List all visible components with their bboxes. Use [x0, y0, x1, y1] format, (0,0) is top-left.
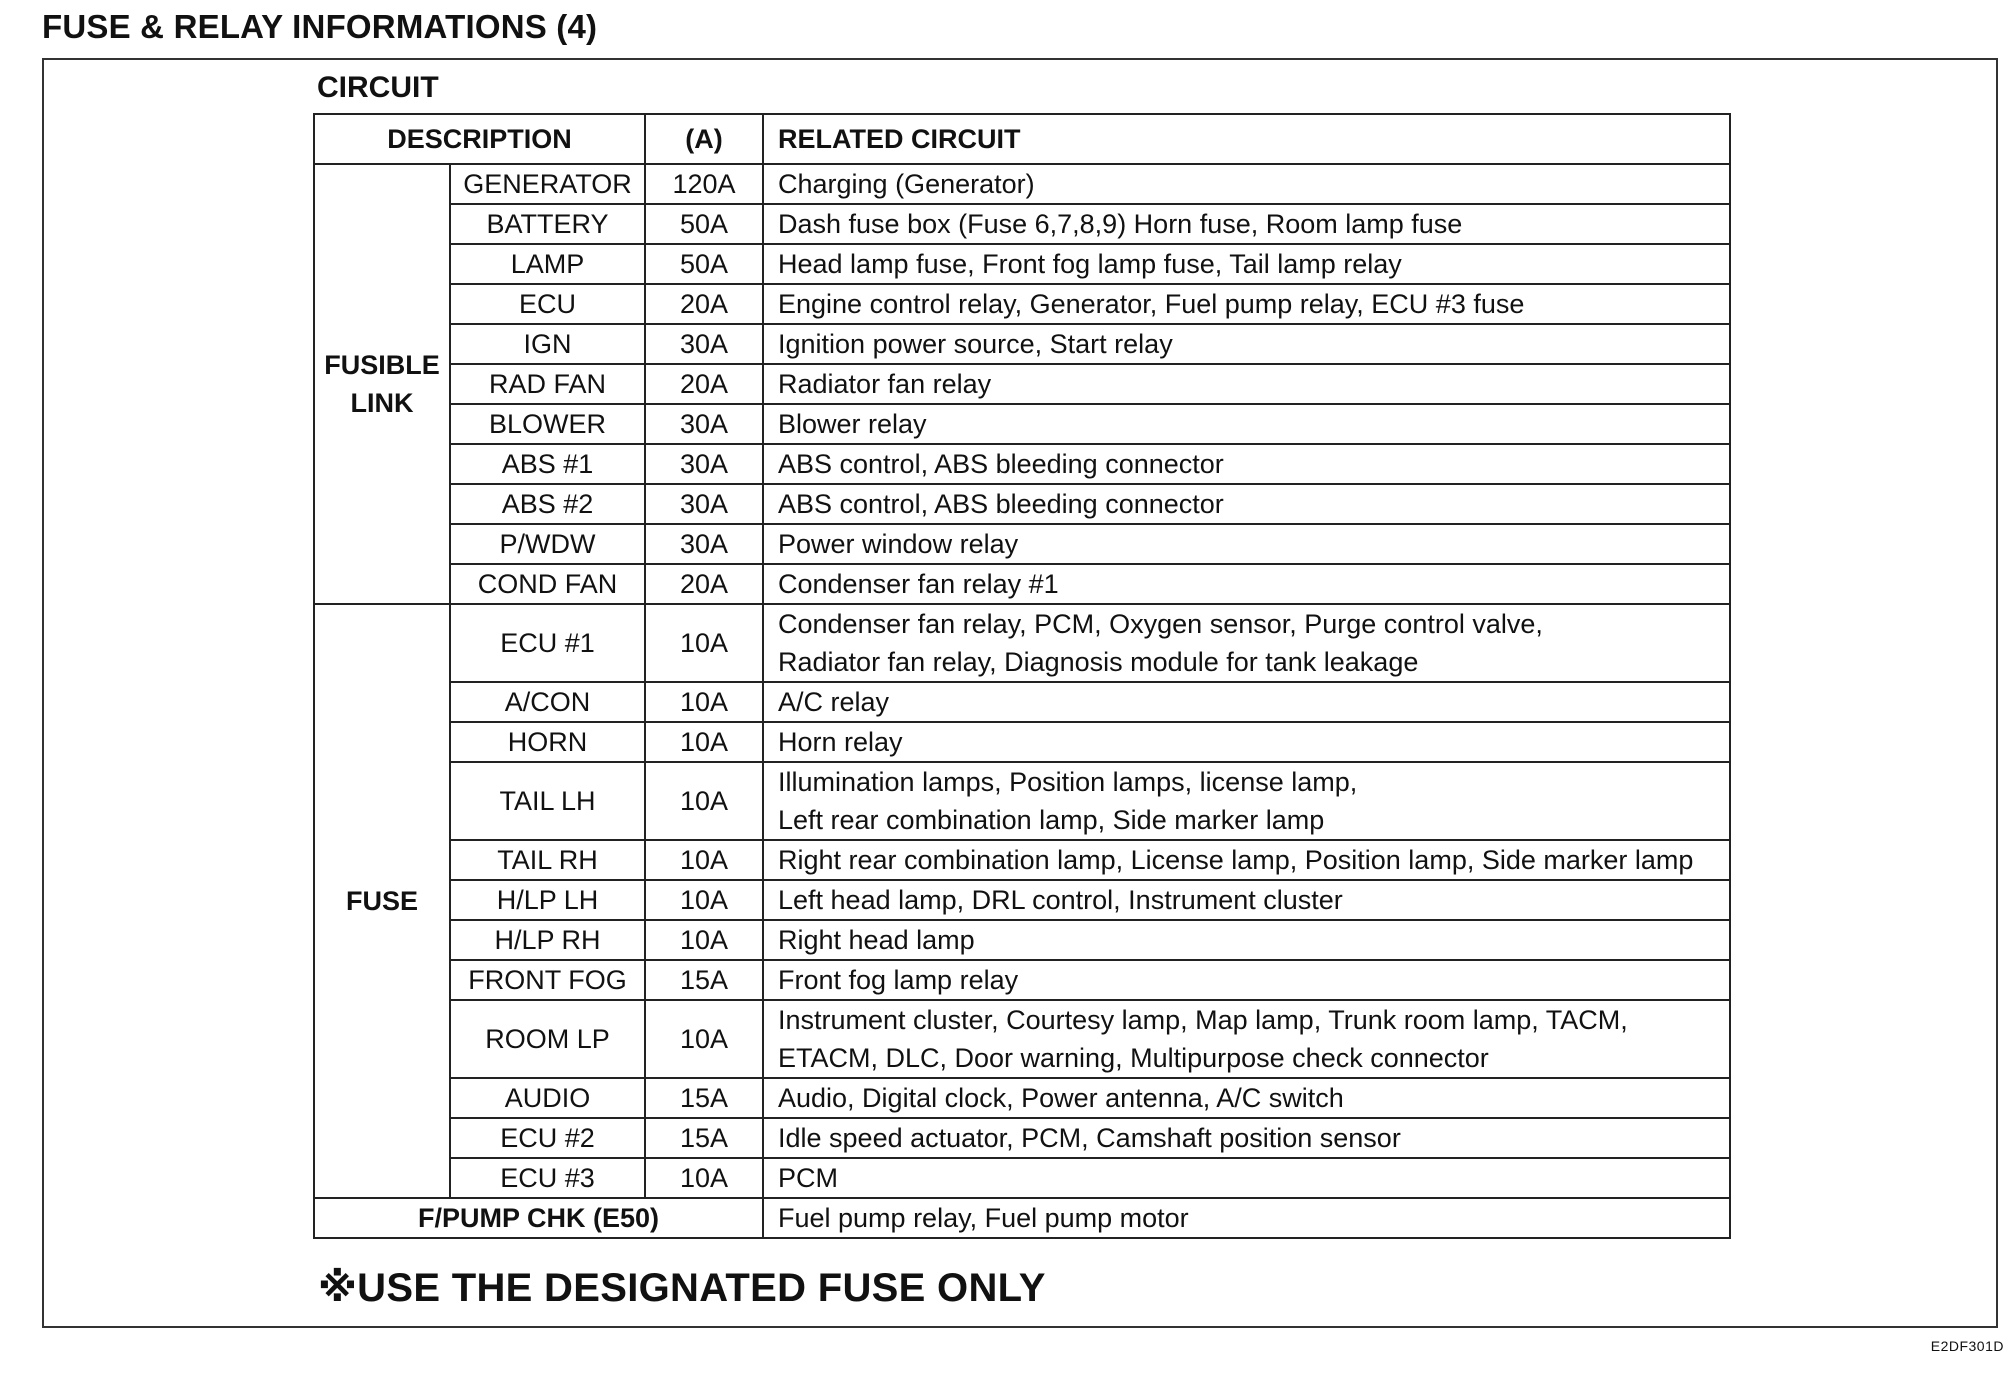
item-circuit: Front fog lamp relay — [763, 960, 1730, 1000]
item-circuit-line: Left rear combination lamp, Side marker lamp — [778, 805, 1325, 835]
item-circuit: Right rear combination lamp, License lamp, Position lamp, Side marker lamp — [763, 840, 1730, 880]
item-ampere: 15A — [645, 960, 763, 1000]
table-row — [314, 564, 1730, 604]
item-ampere: 10A — [645, 722, 763, 762]
item-name: H/LP LH — [450, 880, 645, 920]
item-circuit-line: Radiator fan relay, Diagnosis module for tank leakage — [778, 647, 1419, 677]
table-row — [314, 164, 1730, 204]
item-name: ECU #2 — [450, 1118, 645, 1158]
item-circuit: Audio, Digital clock, Power antenna, A/C switch — [763, 1078, 1730, 1118]
table-row — [314, 1000, 1730, 1078]
table-row — [314, 604, 1730, 682]
item-name: RAD FAN — [450, 364, 645, 404]
table-row — [314, 444, 1730, 484]
group-label-line: FUSIBLE — [324, 350, 440, 380]
table-row — [314, 960, 1730, 1000]
item-ampere: 30A — [645, 404, 763, 444]
item-ampere: 10A — [645, 840, 763, 880]
table-row — [314, 1118, 1730, 1158]
item-circuit: Power window relay — [763, 524, 1730, 564]
item-name: FRONT FOG — [450, 960, 645, 1000]
item-ampere: 120A — [645, 164, 763, 204]
item-circuit — [763, 762, 1730, 840]
table-row — [314, 880, 1730, 920]
item-circuit: PCM — [763, 1158, 1730, 1198]
table-row — [314, 324, 1730, 364]
table-row — [314, 244, 1730, 284]
table-row — [314, 284, 1730, 324]
fuse-relay-table — [313, 113, 1731, 1239]
item-name: BATTERY — [450, 204, 645, 244]
item-name: ABS #1 — [450, 444, 645, 484]
item-ampere: 30A — [645, 444, 763, 484]
item-circuit: Head lamp fuse, Front fog lamp fuse, Tail lamp relay — [763, 244, 1730, 284]
item-circuit: Idle speed actuator, PCM, Camshaft position sensor — [763, 1118, 1730, 1158]
item-ampere: 50A — [645, 244, 763, 284]
item-name: LAMP — [450, 244, 645, 284]
item-ampere: 10A — [645, 880, 763, 920]
designated-fuse-note: ※USE THE DESIGNATED FUSE ONLY — [318, 1266, 1046, 1310]
item-name: H/LP RH — [450, 920, 645, 960]
item-circuit: ABS control, ABS bleeding connector — [763, 444, 1730, 484]
group-label-fuse: FUSE — [314, 604, 450, 1198]
item-ampere: 10A — [645, 604, 763, 682]
item-circuit: Fuel pump relay, Fuel pump motor — [763, 1198, 1730, 1238]
item-ampere: 30A — [645, 524, 763, 564]
item-name: BLOWER — [450, 404, 645, 444]
table-header-row — [314, 114, 1730, 164]
item-circuit: Condenser fan relay #1 — [763, 564, 1730, 604]
group-label-line: LINK — [350, 388, 414, 418]
page-title: FUSE & RELAY INFORMATIONS (4) — [42, 8, 598, 45]
table-row — [314, 682, 1730, 722]
item-name: ROOM LP — [450, 1000, 645, 1078]
item-ampere: 10A — [645, 682, 763, 722]
item-circuit: Radiator fan relay — [763, 364, 1730, 404]
item-name: AUDIO — [450, 1078, 645, 1118]
table-row — [314, 840, 1730, 880]
header-ampere: (A) — [645, 114, 763, 164]
item-ampere: 30A — [645, 484, 763, 524]
item-circuit: Charging (Generator) — [763, 164, 1730, 204]
item-ampere: 20A — [645, 564, 763, 604]
table-row — [314, 762, 1730, 840]
item-ampere: 10A — [645, 1000, 763, 1078]
table-row — [314, 524, 1730, 564]
table-row — [314, 1078, 1730, 1118]
item-circuit: Blower relay — [763, 404, 1730, 444]
item-ampere: 10A — [645, 1158, 763, 1198]
item-ampere: 20A — [645, 284, 763, 324]
item-circuit: Right head lamp — [763, 920, 1730, 960]
item-circuit-line: Condenser fan relay, PCM, Oxygen sensor, Purge control valve, — [778, 609, 1543, 639]
item-circuit: Left head lamp, DRL control, Instrument cluster — [763, 880, 1730, 920]
table-row — [314, 484, 1730, 524]
item-name: IGN — [450, 324, 645, 364]
table-row — [314, 920, 1730, 960]
item-ampere: 10A — [645, 920, 763, 960]
item-name: ABS #2 — [450, 484, 645, 524]
fpump-check-label: F/PUMP CHK (E50) — [314, 1198, 763, 1238]
item-circuit: A/C relay — [763, 682, 1730, 722]
item-ampere: 15A — [645, 1118, 763, 1158]
item-ampere: 20A — [645, 364, 763, 404]
section-label-circuit: CIRCUIT — [317, 71, 439, 104]
item-circuit: Dash fuse box (Fuse 6,7,8,9) Horn fuse, Room lamp fuse — [763, 204, 1730, 244]
item-circuit: Horn relay — [763, 722, 1730, 762]
item-circuit: Ignition power source, Start relay — [763, 324, 1730, 364]
item-name: HORN — [450, 722, 645, 762]
item-ampere: 15A — [645, 1078, 763, 1118]
item-name: ECU — [450, 284, 645, 324]
table-row — [314, 722, 1730, 762]
table-row — [314, 364, 1730, 404]
figure-code: E2DF301D — [1930, 1338, 2004, 1354]
item-circuit — [763, 1000, 1730, 1078]
item-circuit: ABS control, ABS bleeding connector — [763, 484, 1730, 524]
item-name: ECU #3 — [450, 1158, 645, 1198]
item-circuit-line: Illumination lamps, Position lamps, license lamp, — [778, 767, 1358, 797]
item-circuit-line: ETACM, DLC, Door warning, Multipurpose check connector — [778, 1043, 1489, 1073]
item-name: TAIL RH — [450, 840, 645, 880]
item-ampere: 30A — [645, 324, 763, 364]
item-circuit — [763, 604, 1730, 682]
table-row — [314, 1198, 1730, 1238]
header-description: DESCRIPTION — [314, 114, 645, 164]
item-ampere: 50A — [645, 204, 763, 244]
header-related-circuit: RELATED CIRCUIT — [763, 114, 1730, 164]
group-label-fusible-link — [314, 164, 450, 604]
item-circuit: Engine control relay, Generator, Fuel pump relay, ECU #3 fuse — [763, 284, 1730, 324]
item-name: A/CON — [450, 682, 645, 722]
item-name: GENERATOR — [450, 164, 645, 204]
item-name: TAIL LH — [450, 762, 645, 840]
table-row — [314, 404, 1730, 444]
item-circuit-line: Instrument cluster, Courtesy lamp, Map lamp, Trunk room lamp, TACM, — [778, 1005, 1628, 1035]
item-name: COND FAN — [450, 564, 645, 604]
table-row — [314, 1158, 1730, 1198]
item-ampere: 10A — [645, 762, 763, 840]
item-name: ECU #1 — [450, 604, 645, 682]
table-row — [314, 204, 1730, 244]
item-name: P/WDW — [450, 524, 645, 564]
